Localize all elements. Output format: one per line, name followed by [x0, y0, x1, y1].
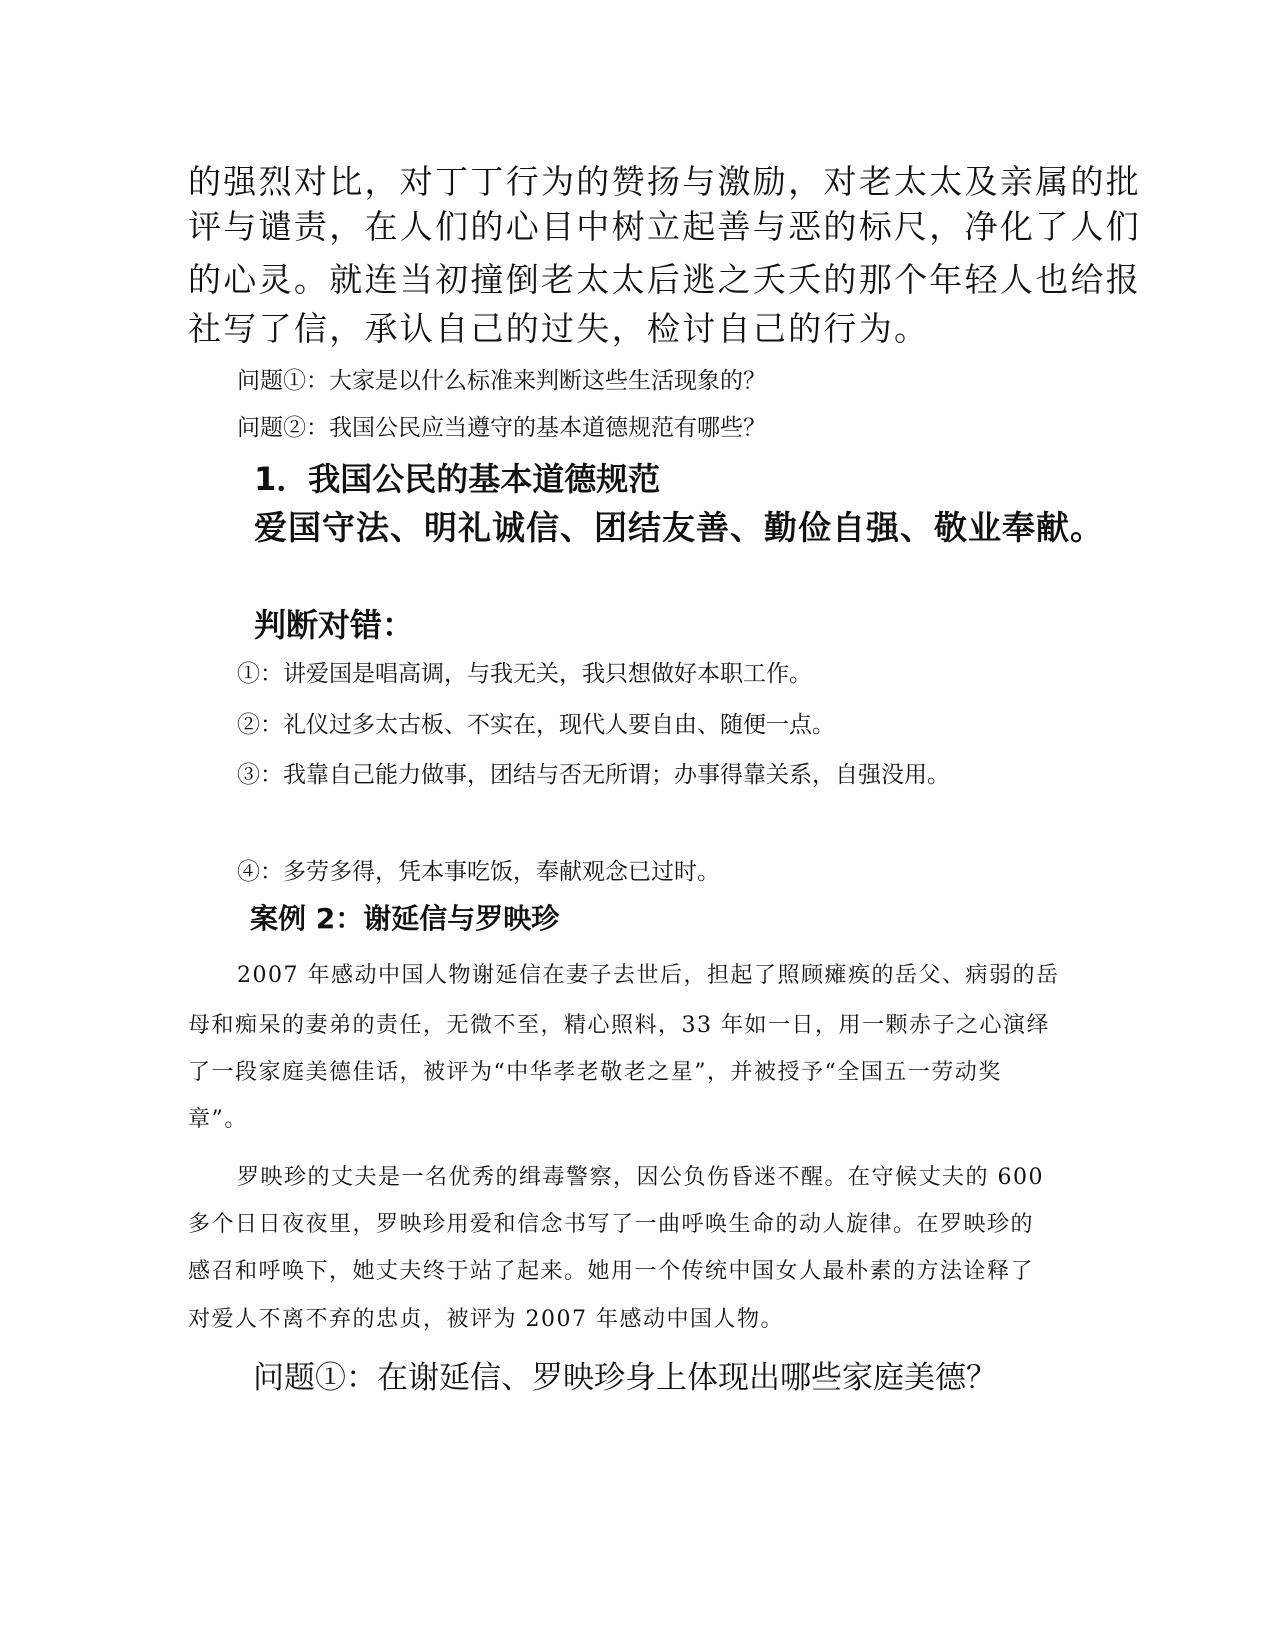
case-paragraph-line: 多个日日夜夜里，罗映珍用爱和信念书写了一曲呼唤生命的动人旋律。在罗映珍的	[188, 1212, 1035, 1237]
case-paragraph-line: 章”。	[188, 1107, 248, 1132]
section-heading: 1．我国公民的基本道德规范	[254, 460, 661, 498]
question-item: 问题①：大家是以什么标准来判断这些生活现象的？	[237, 368, 766, 394]
intro-line: 评与谴责，在人们的心目中树立起善与恶的标尺，净化了人们	[188, 207, 1142, 246]
judge-item: ④：多劳多得，凭本事吃饭，奉献观念已过时。	[237, 859, 720, 885]
case-paragraph-line: 2007 年感动中国人物谢延信在妻子去世后，担起了照顾瘫痪的岳父、病弱的岳	[237, 963, 1060, 988]
judge-item: ③：我靠自己能力做事，团结与否无所谓；办事得靠关系，自强没用。	[237, 762, 950, 788]
case-paragraph-line: 罗映珍的丈夫是一名优秀的缉毒警察，因公负伤昏迷不醒。在守候丈夫的 600	[237, 1165, 1044, 1190]
case-paragraph-line: 对爱人不离不弃的忠贞，被评为 2007 年感动中国人物。	[188, 1307, 784, 1332]
intro-line: 的强烈对比，对丁丁行为的赞扬与激励，对老太太及亲属的批	[188, 162, 1142, 201]
judge-item: ②：礼仪过多太古板、不实在，现代人要自由、随便一点。	[237, 712, 835, 738]
moral-norms: 爱国守法、明礼诚信、团结友善、勤俭自强、敬业奉献。	[254, 508, 1104, 547]
judge-heading: 判断对错：	[254, 606, 415, 644]
intro-line: 社写了信，承认自己的过失，检讨自己的行为。	[188, 309, 930, 348]
question-item: 问题②：我国公民应当遵守的基本道德规范有哪些？	[237, 415, 766, 441]
case-paragraph-line: 母和痴呆的妻弟的责任，无微不至，精心照料，33 年如一日，用一颗赤子之心演绎	[188, 1013, 1050, 1038]
case-title: 案例 2：谢延信与罗映珍	[250, 902, 560, 935]
judge-item: ①：讲爱国是唱高调，与我无关，我只想做好本职工作。	[237, 661, 812, 687]
case-paragraph-line: 感召和呼唤下，她丈夫终于站了起来。她用一个传统中国女人最朴素的方法诠释了	[188, 1259, 1035, 1284]
final-question: 问题①：在谢延信、罗映珍身上体现出哪些家庭美德？	[253, 1360, 997, 1396]
intro-line: 的心灵。就连当初撞倒老太太后逃之夭夭的那个年轻人也给报	[188, 260, 1142, 299]
case-paragraph-line: 了一段家庭美德佳话，被评为“中华孝老敬老之星”，并被授予“全国五一劳动奖	[188, 1060, 1002, 1085]
